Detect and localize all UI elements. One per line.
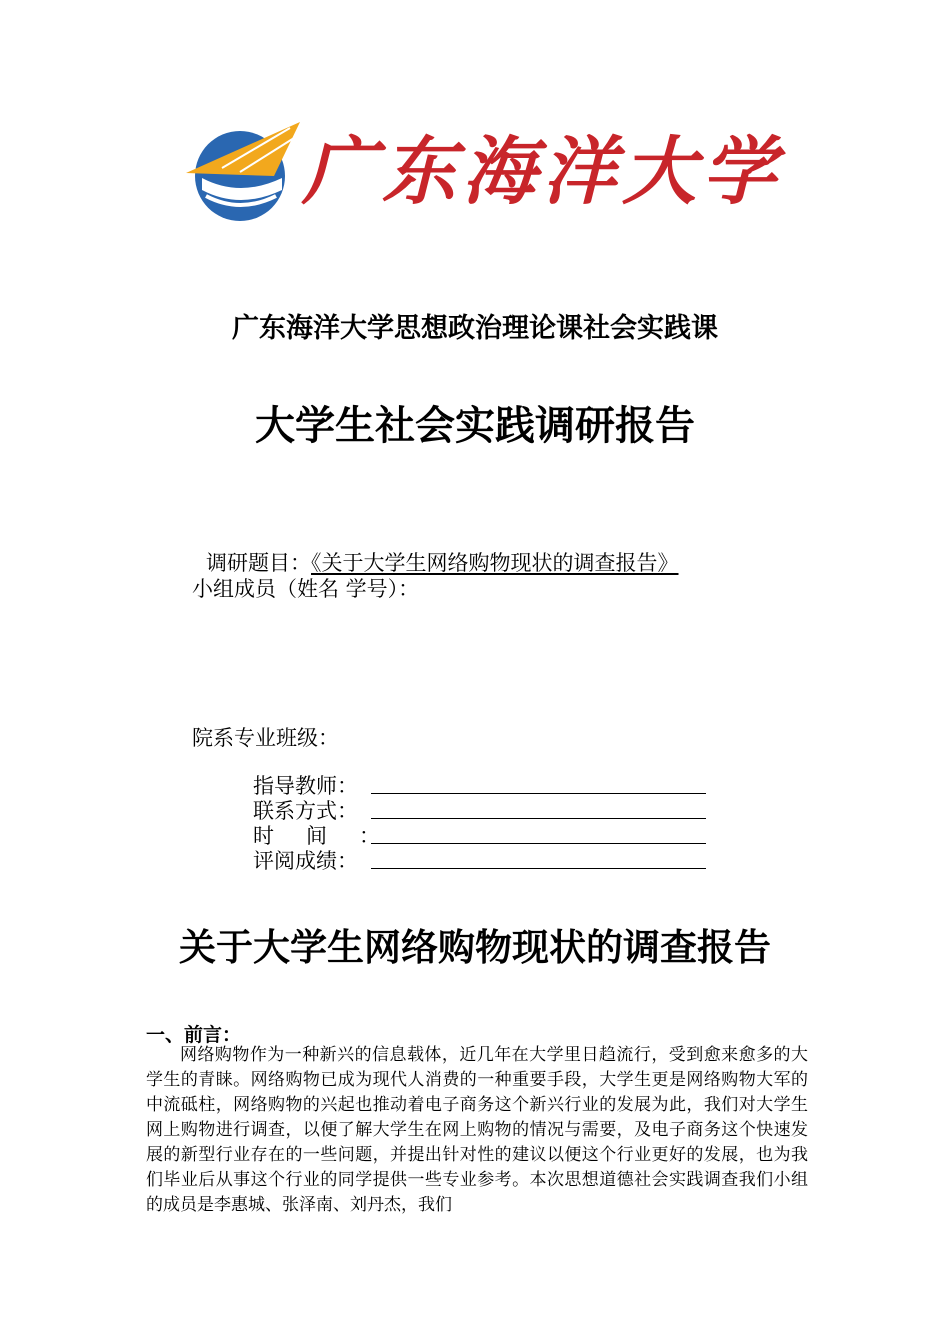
contact-label: 联系方式： (253, 799, 358, 823)
department-label: 院系专业班级： (192, 726, 339, 750)
contact-blank-line (371, 818, 706, 819)
sail-emblem-icon (182, 118, 307, 222)
report-title: 关于大学生网络购物现状的调查报告 (179, 926, 771, 969)
time-field (253, 820, 412, 846)
members-label: 小组成员（姓名 学号）： (192, 577, 420, 601)
instructor-field (253, 770, 358, 796)
topic-label: 调研题目： (206, 551, 311, 575)
grade-label: 评阅成绩： (253, 849, 358, 873)
section-body: 网络购物作为一种新兴的信息载体，近几年在大学里日趋流行，受到愈来愈多的大学生的青睐。网络购物已成为现代人消费的一种重要手段，大学生更是网络购物大军的中流砥柱，网络购物的兴起也推动着电子商务这个新兴行业的发展为此，我们对大学生网上购物进行调查，以便了解大学生在网上购物的情况与需要，及电子商务这个快速发展的新型行业存在的一些问题，并提出针对性的建议以便这个行业更好的发展，也为我们毕业后从事这个行业的同学提供一些专业参考。本次思想道德社会实践调查我们小组的成员是李惠城、张泽南、刘丹杰，我们 (146, 1045, 808, 1215)
section-heading: 一、前言： (146, 1024, 242, 1046)
grade-blank-line (371, 868, 706, 869)
grade-field (253, 845, 358, 871)
instructor-blank-line (371, 793, 706, 794)
topic-value: 《关于大学生网络购物现状的调查报告》 (311, 551, 679, 575)
logo-text: 广东海洋大学 (302, 129, 782, 215)
time-blank-line (371, 843, 706, 844)
course-subtitle: 广东海洋大学思想政治理论课社会实践课 (232, 313, 718, 344)
university-logo (182, 118, 782, 222)
contact-field (253, 795, 358, 821)
time-label: 时间： (253, 824, 412, 848)
instructor-label: 指导教师： (253, 774, 358, 798)
page-title: 大学生社会实践调研报告 (255, 402, 695, 449)
